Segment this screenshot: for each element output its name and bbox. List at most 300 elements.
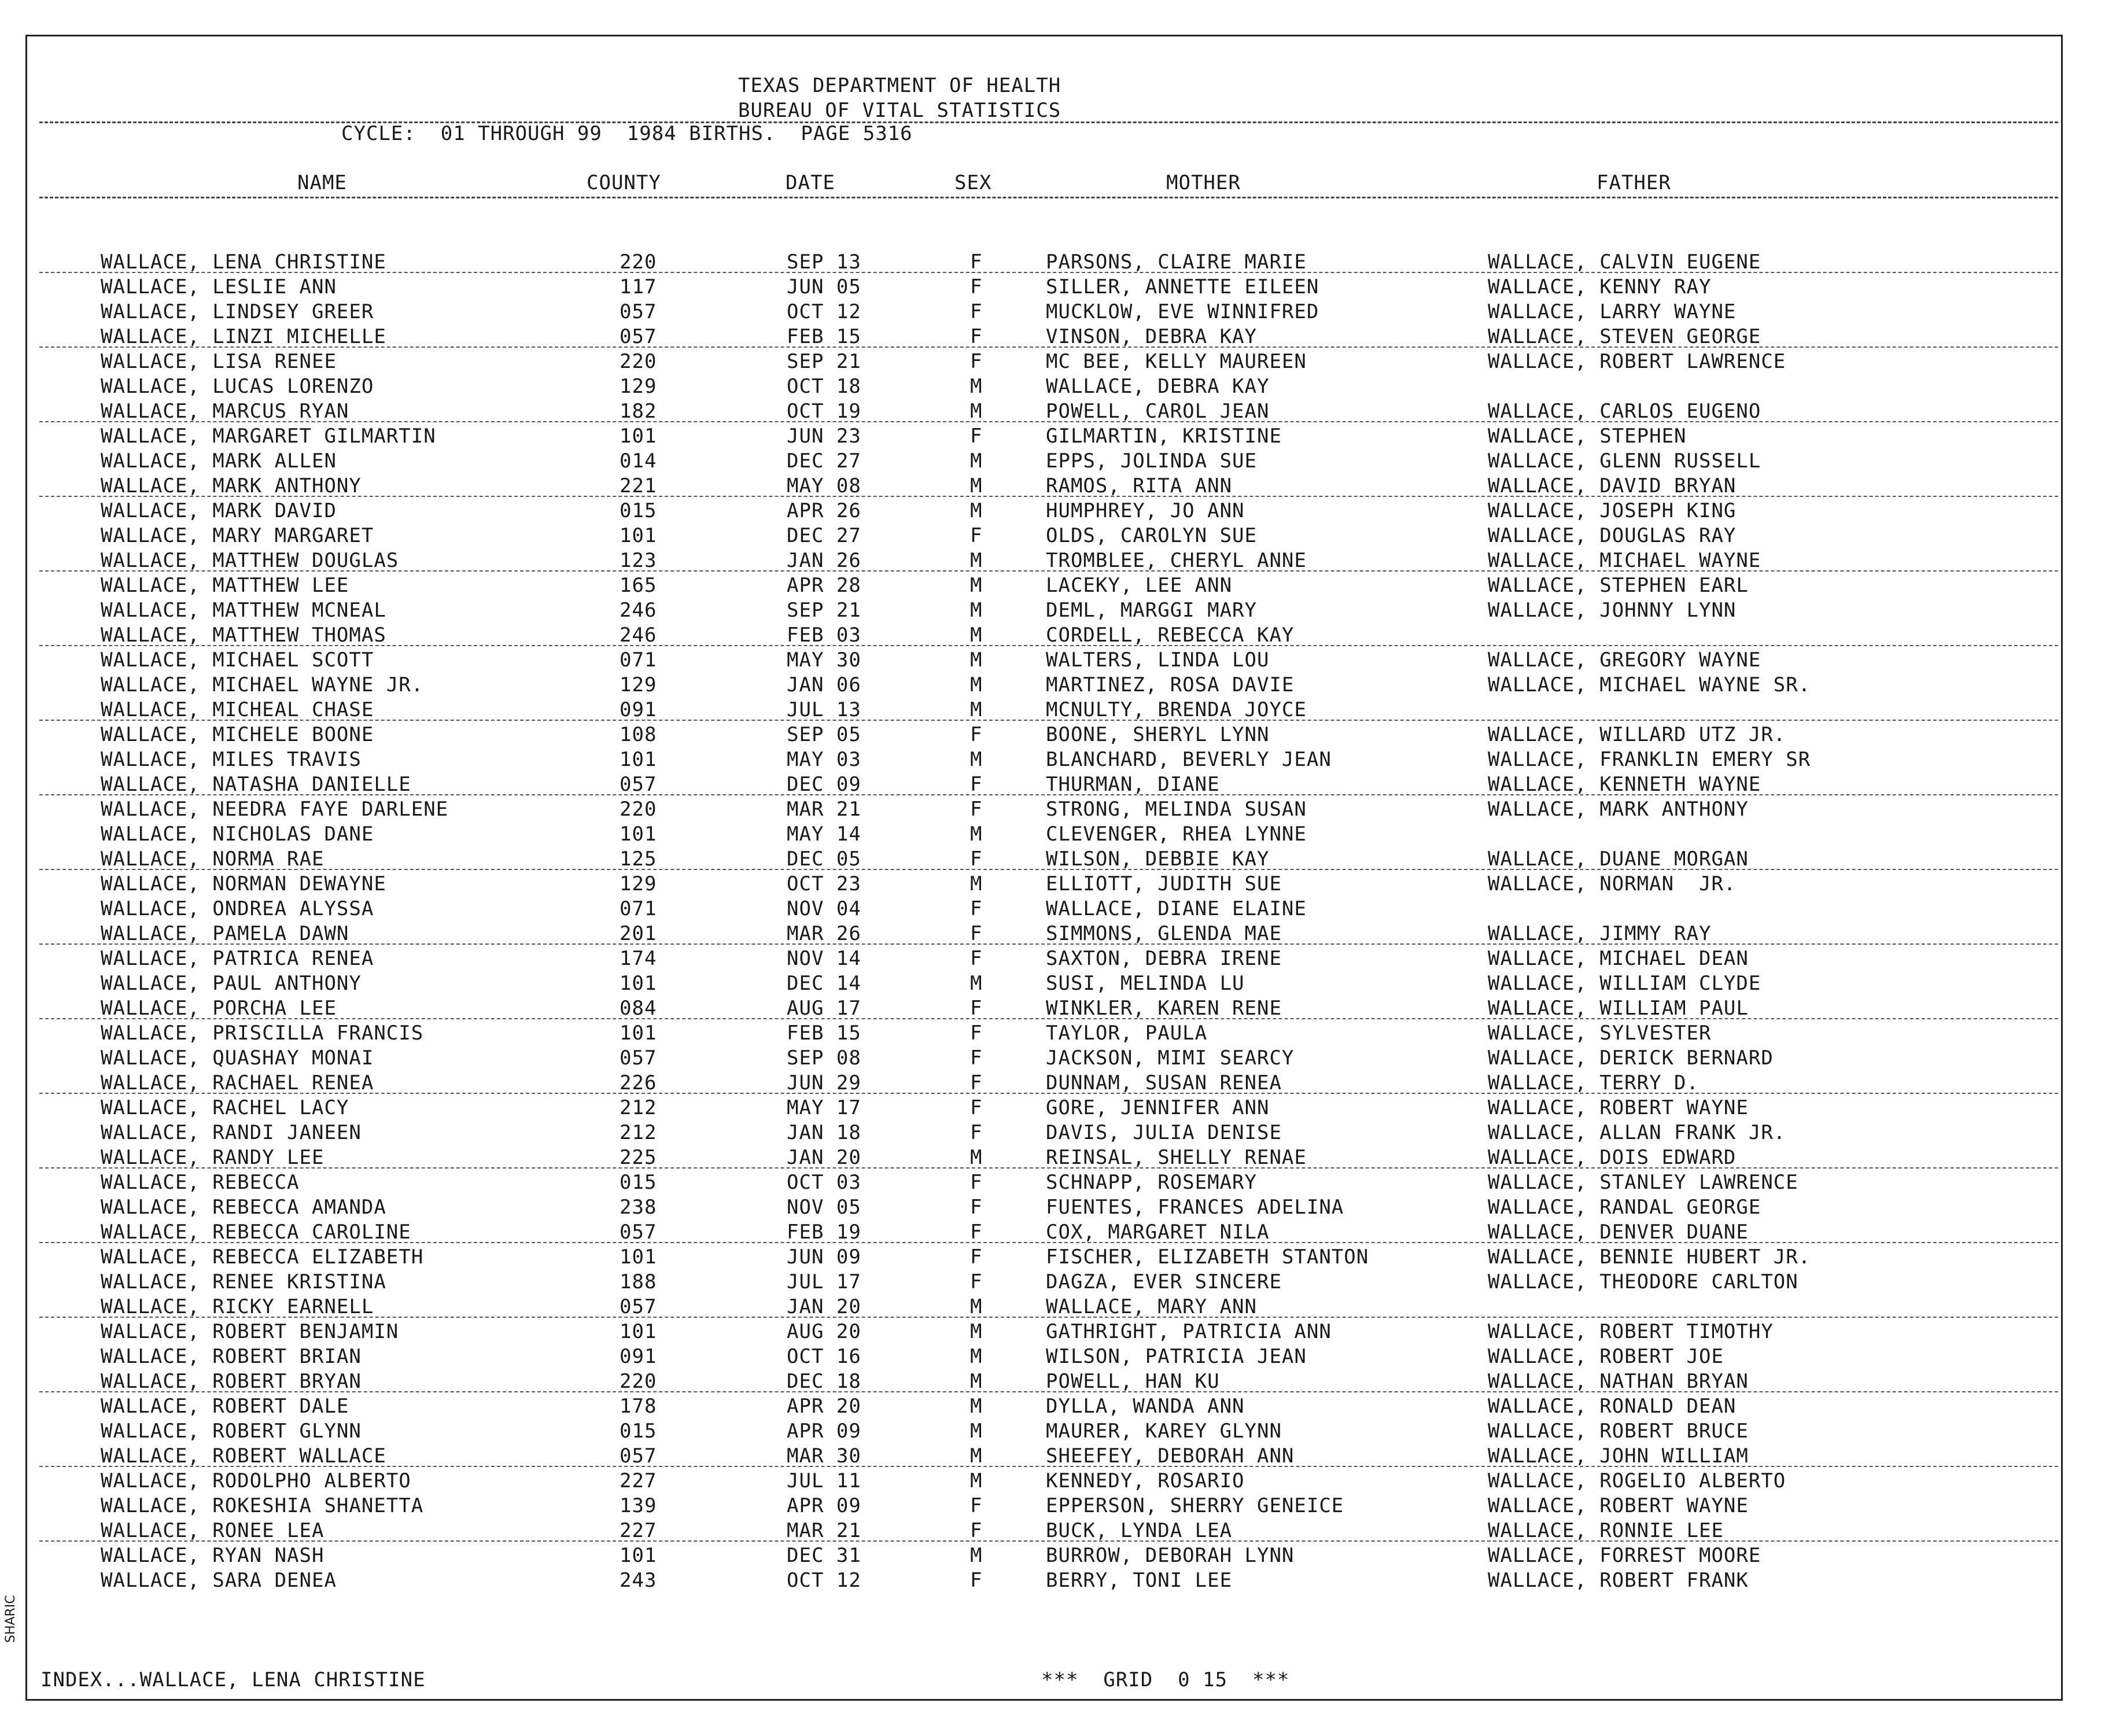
cell-name: WALLACE, MARY MARGARET bbox=[101, 524, 374, 547]
cell-county: 101 bbox=[620, 1022, 657, 1045]
cell-sex: F bbox=[970, 1196, 983, 1219]
cell-date: JAN 20 bbox=[787, 1295, 861, 1318]
cell-mother: POWELL, CAROL JEAN bbox=[1046, 400, 1270, 423]
cell-sex: F bbox=[970, 1046, 983, 1070]
cell-mother: JACKSON, MIMI SEARCY bbox=[1046, 1046, 1295, 1070]
cell-father: WALLACE, LARRY WAYNE bbox=[1488, 300, 1737, 323]
cell-father: WALLACE, ROBERT BRUCE bbox=[1488, 1420, 1749, 1443]
cell-county: 101 bbox=[620, 1544, 657, 1567]
cell-county: 057 bbox=[620, 1444, 657, 1468]
cell-sex: M bbox=[970, 499, 983, 522]
table-row bbox=[0, 1270, 2105, 1295]
footer-grid: *** GRID 0 15 *** bbox=[1041, 1668, 1290, 1691]
cell-county: 091 bbox=[620, 1345, 657, 1368]
cell-mother: BURROW, DEBORAH LYNN bbox=[1046, 1544, 1295, 1567]
cell-date: APR 09 bbox=[787, 1420, 861, 1443]
column-header-county: COUNTY bbox=[587, 171, 661, 194]
cell-sex: M bbox=[970, 1295, 983, 1318]
table-row bbox=[0, 399, 2105, 424]
cell-mother: MARTINEZ, ROSA DAVIE bbox=[1046, 673, 1295, 696]
cell-sex: F bbox=[970, 275, 983, 298]
cell-mother: ELLIOTT, JUDITH SUE bbox=[1046, 872, 1282, 895]
cell-sex: F bbox=[970, 1071, 983, 1094]
row-underline bbox=[39, 1391, 2058, 1392]
cell-mother: DEML, MARGGI MARY bbox=[1046, 599, 1257, 622]
cell-county: 226 bbox=[620, 1071, 657, 1094]
table-row bbox=[0, 1394, 2105, 1419]
cell-mother: OLDS, CAROLYN SUE bbox=[1046, 524, 1257, 547]
cell-father: WALLACE, RONALD DEAN bbox=[1488, 1395, 1737, 1418]
cell-father: WALLACE, WILLIAM PAUL bbox=[1488, 997, 1749, 1020]
cell-mother: GORE, JENNIFER ANN bbox=[1046, 1096, 1270, 1119]
cell-father: WALLACE, FRANKLIN EMERY SR bbox=[1488, 748, 1811, 771]
table-row bbox=[0, 747, 2105, 772]
cell-name: WALLACE, NORMA RAE bbox=[101, 847, 325, 871]
cell-date: OCT 12 bbox=[787, 300, 861, 323]
cell-father: WALLACE, SYLVESTER bbox=[1488, 1022, 1712, 1045]
cell-county: 125 bbox=[620, 847, 657, 871]
table-row bbox=[0, 1096, 2105, 1121]
column-header-sex: SEX bbox=[954, 171, 992, 194]
cell-father: WALLACE, MICHAEL WAYNE SR. bbox=[1488, 673, 1811, 696]
column-header-date: DATE bbox=[786, 171, 835, 194]
cell-date: DEC 09 bbox=[787, 773, 861, 796]
cell-mother: SILLER, ANNETTE EILEEN bbox=[1046, 275, 1319, 298]
cell-county: 101 bbox=[620, 972, 657, 995]
footer-index: INDEX...WALLACE, LENA CHRISTINE bbox=[40, 1668, 426, 1691]
cell-name: WALLACE, PRISCILLA FRANCIS bbox=[101, 1022, 424, 1045]
cell-mother: RAMOS, RITA ANN bbox=[1046, 474, 1233, 497]
cell-name: WALLACE, MICHEAL CHASE bbox=[101, 698, 374, 721]
cell-name: WALLACE, REBECCA bbox=[101, 1171, 300, 1194]
cell-sex: M bbox=[970, 549, 983, 572]
cell-name: WALLACE, PAMELA DAWN bbox=[101, 922, 349, 945]
cell-name: WALLACE, RACHEL LACY bbox=[101, 1096, 349, 1119]
cell-county: 212 bbox=[620, 1096, 657, 1119]
table-row bbox=[0, 1121, 2105, 1145]
cycle-line: CYCLE: 01 THROUGH 99 1984 BIRTHS. PAGE 5316 bbox=[341, 122, 913, 145]
cell-name: WALLACE, MICHELE BOONE bbox=[101, 723, 374, 746]
cell-county: 220 bbox=[620, 250, 657, 274]
cell-sex: F bbox=[970, 947, 983, 970]
table-row bbox=[0, 1419, 2105, 1444]
cell-county: 165 bbox=[620, 574, 657, 597]
cell-sex: M bbox=[970, 375, 983, 398]
cell-sex: F bbox=[970, 897, 983, 920]
table-row bbox=[0, 1220, 2105, 1245]
cell-father: WALLACE, CALVIN EUGENE bbox=[1488, 250, 1761, 274]
cell-mother: KENNEDY, ROSARIO bbox=[1046, 1469, 1245, 1492]
cell-father: WALLACE, ROGELIO ALBERTO bbox=[1488, 1469, 1786, 1492]
cell-county: 101 bbox=[620, 1245, 657, 1269]
cell-date: APR 28 bbox=[787, 574, 861, 597]
cell-name: WALLACE, REBECCA AMANDA bbox=[101, 1196, 386, 1219]
cell-mother: MAURER, KAREY GLYNN bbox=[1046, 1420, 1282, 1443]
cell-county: 225 bbox=[620, 1146, 657, 1169]
table-row bbox=[0, 424, 2105, 449]
cell-date: JAN 18 bbox=[787, 1121, 861, 1144]
row-underline bbox=[39, 272, 2058, 273]
cell-date: JUN 05 bbox=[787, 275, 861, 298]
cell-mother: SUSI, MELINDA LU bbox=[1046, 972, 1245, 995]
cell-county: 243 bbox=[620, 1569, 657, 1592]
cell-mother: TAYLOR, PAULA bbox=[1046, 1022, 1208, 1045]
cell-father: WALLACE, DERICK BERNARD bbox=[1488, 1046, 1774, 1070]
cell-mother: WILSON, PATRICIA JEAN bbox=[1046, 1345, 1307, 1368]
cell-county: 101 bbox=[620, 823, 657, 846]
cell-sex: F bbox=[970, 524, 983, 547]
cell-name: WALLACE, RANDY LEE bbox=[101, 1146, 325, 1169]
cell-mother: MUCKLOW, EVE WINNIFRED bbox=[1046, 300, 1319, 323]
cell-sex: F bbox=[970, 1270, 983, 1293]
cell-county: 220 bbox=[620, 1370, 657, 1393]
cell-county: 139 bbox=[620, 1494, 657, 1517]
cell-county: 101 bbox=[620, 1320, 657, 1343]
cell-name: WALLACE, MARCUS RYAN bbox=[101, 400, 349, 423]
column-header-father: FATHER bbox=[1597, 171, 1671, 194]
table-row bbox=[0, 1145, 2105, 1170]
cell-father: WALLACE, BENNIE HUBERT JR. bbox=[1488, 1245, 1811, 1269]
cell-date: JUL 13 bbox=[787, 698, 861, 721]
cell-mother: COX, MARGARET NILA bbox=[1046, 1221, 1270, 1244]
cell-county: 057 bbox=[620, 1046, 657, 1070]
cell-county: 129 bbox=[620, 375, 657, 398]
cell-mother: EPPERSON, SHERRY GENEICE bbox=[1046, 1494, 1344, 1517]
table-row bbox=[0, 474, 2105, 499]
cell-mother: FUENTES, FRANCES ADELINA bbox=[1046, 1196, 1344, 1219]
cell-county: 123 bbox=[620, 549, 657, 572]
table-row bbox=[0, 723, 2105, 747]
cell-date: MAY 17 bbox=[787, 1096, 861, 1119]
cell-mother: CLEVENGER, RHEA LYNNE bbox=[1046, 823, 1307, 846]
table-row bbox=[0, 325, 2105, 349]
cell-name: WALLACE, MARGARET GILMARTIN bbox=[101, 425, 436, 448]
cell-sex: F bbox=[970, 300, 983, 323]
cell-father: WALLACE, NATHAN BRYAN bbox=[1488, 1370, 1749, 1393]
cell-sex: F bbox=[970, 997, 983, 1020]
cell-father: WALLACE, RONNIE LEE bbox=[1488, 1519, 1724, 1542]
cell-sex: M bbox=[970, 1544, 983, 1567]
cell-sex: F bbox=[970, 723, 983, 746]
table-row bbox=[0, 1195, 2105, 1220]
cell-county: 057 bbox=[620, 1295, 657, 1318]
side-label: SHARIC bbox=[3, 1595, 18, 1643]
cell-father: WALLACE, STEPHEN bbox=[1488, 425, 1687, 448]
table-row bbox=[0, 449, 2105, 474]
cell-sex: M bbox=[970, 1370, 983, 1393]
cell-mother: BOONE, SHERYL LYNN bbox=[1046, 723, 1270, 746]
cell-mother: THURMAN, DIANE bbox=[1046, 773, 1220, 796]
cell-father: WALLACE, JOHN WILLIAM bbox=[1488, 1444, 1749, 1468]
cell-name: WALLACE, RODOLPHO ALBERTO bbox=[101, 1469, 411, 1492]
cell-county: 227 bbox=[620, 1519, 657, 1542]
cell-date: APR 20 bbox=[787, 1395, 861, 1418]
cell-date: SEP 05 bbox=[787, 723, 861, 746]
cell-father: WALLACE, MICHAEL WAYNE bbox=[1488, 549, 1761, 572]
cell-sex: M bbox=[970, 748, 983, 771]
cell-date: SEP 21 bbox=[787, 350, 861, 373]
cell-name: WALLACE, PAUL ANTHONY bbox=[101, 972, 362, 995]
cell-name: WALLACE, LENA CHRISTINE bbox=[101, 250, 386, 274]
cell-name: WALLACE, REBECCA ELIZABETH bbox=[101, 1245, 424, 1269]
cell-date: MAR 26 bbox=[787, 922, 861, 945]
cell-name: WALLACE, MARK ANTHONY bbox=[101, 474, 362, 497]
cell-sex: M bbox=[970, 400, 983, 423]
cell-name: WALLACE, ROBERT BRIAN bbox=[101, 1345, 362, 1368]
cell-mother: SAXTON, DEBRA IRENE bbox=[1046, 947, 1282, 970]
cell-date: SEP 21 bbox=[787, 599, 861, 622]
cell-father: WALLACE, JOSEPH KING bbox=[1488, 499, 1737, 522]
cell-father: WALLACE, DOUGLAS RAY bbox=[1488, 524, 1737, 547]
cell-date: MAY 14 bbox=[787, 823, 861, 846]
cell-sex: F bbox=[970, 1494, 983, 1517]
cell-mother: REINSAL, SHELLY RENAE bbox=[1046, 1146, 1307, 1169]
cell-sex: M bbox=[970, 1444, 983, 1468]
cell-father: WALLACE, FORREST MOORE bbox=[1488, 1544, 1761, 1567]
cell-name: WALLACE, MATTHEW DOUGLAS bbox=[101, 549, 399, 572]
cell-county: 117 bbox=[620, 275, 657, 298]
cell-name: WALLACE, NICHOLAS DANE bbox=[101, 823, 374, 846]
cell-date: AUG 17 bbox=[787, 997, 861, 1020]
cell-date: MAY 30 bbox=[787, 648, 861, 672]
cell-name: WALLACE, RANDI JANEEN bbox=[101, 1121, 362, 1144]
table-row bbox=[0, 598, 2105, 623]
cell-mother: BUCK, LYNDA LEA bbox=[1046, 1519, 1233, 1542]
cell-mother: MCNULTY, BRENDA JOYCE bbox=[1046, 698, 1307, 721]
cell-sex: F bbox=[970, 1245, 983, 1269]
cell-county: 238 bbox=[620, 1196, 657, 1219]
column-header-divider bbox=[39, 197, 2058, 198]
table-row bbox=[0, 1469, 2105, 1494]
cell-name: WALLACE, MICHAEL WAYNE JR. bbox=[101, 673, 424, 696]
table-row bbox=[0, 673, 2105, 698]
cell-sex: F bbox=[970, 1519, 983, 1542]
cell-date: NOV 14 bbox=[787, 947, 861, 970]
cell-mother: EPPS, JOLINDA SUE bbox=[1046, 449, 1257, 473]
cell-father: WALLACE, ALLAN FRANK JR. bbox=[1488, 1121, 1786, 1144]
cell-mother: DYLLA, WANDA ANN bbox=[1046, 1395, 1245, 1418]
cell-mother: DAVIS, JULIA DENISE bbox=[1046, 1121, 1282, 1144]
table-row bbox=[0, 1444, 2105, 1469]
cell-name: WALLACE, ROBERT BRYAN bbox=[101, 1370, 362, 1393]
row-underline bbox=[39, 1018, 2058, 1019]
cell-mother: WINKLER, KAREN RENE bbox=[1046, 997, 1282, 1020]
cell-name: WALLACE, RYAN NASH bbox=[101, 1544, 325, 1567]
cell-county: 071 bbox=[620, 648, 657, 672]
cell-sex: M bbox=[970, 624, 983, 647]
table-row bbox=[0, 1021, 2105, 1046]
cell-date: JUL 17 bbox=[787, 1270, 861, 1293]
cell-name: WALLACE, ONDREA ALYSSA bbox=[101, 897, 374, 920]
cell-name: WALLACE, MILES TRAVIS bbox=[101, 748, 362, 771]
column-header-name: NAME bbox=[297, 171, 347, 194]
column-header-mother: MOTHER bbox=[1166, 171, 1241, 194]
table-row bbox=[0, 573, 2105, 598]
cell-date: JAN 06 bbox=[787, 673, 861, 696]
cell-date: JUN 09 bbox=[787, 1245, 861, 1269]
cell-date: NOV 04 bbox=[787, 897, 861, 920]
table-row bbox=[0, 847, 2105, 872]
cell-sex: F bbox=[970, 1121, 983, 1144]
cell-sex: F bbox=[970, 1221, 983, 1244]
cell-father: WALLACE, STEVEN GEORGE bbox=[1488, 325, 1761, 348]
cell-mother: WALLACE, DEBRA KAY bbox=[1046, 375, 1270, 398]
cell-date: MAR 30 bbox=[787, 1444, 861, 1468]
cell-date: MAR 21 bbox=[787, 798, 861, 821]
cell-county: 071 bbox=[620, 897, 657, 920]
cell-county: 182 bbox=[620, 400, 657, 423]
table-row bbox=[0, 250, 2105, 275]
cell-name: WALLACE, QUASHAY MONAI bbox=[101, 1046, 374, 1070]
row-underline bbox=[39, 347, 2058, 348]
table-row bbox=[0, 922, 2105, 946]
cell-date: OCT 12 bbox=[787, 1569, 861, 1592]
cell-sex: F bbox=[970, 1569, 983, 1592]
cell-mother: HUMPHREY, JO ANN bbox=[1046, 499, 1245, 522]
table-row bbox=[0, 822, 2105, 847]
header-line-2: BUREAU OF VITAL STATISTICS bbox=[738, 99, 1061, 122]
cell-mother: LACEKY, LEE ANN bbox=[1046, 574, 1233, 597]
row-underline bbox=[39, 645, 2058, 646]
cell-father: WALLACE, GREGORY WAYNE bbox=[1488, 648, 1761, 672]
cell-sex: F bbox=[970, 250, 983, 274]
cell-name: WALLACE, NATASHA DANIELLE bbox=[101, 773, 411, 796]
cell-father: WALLACE, MICHAEL DEAN bbox=[1488, 947, 1749, 970]
cell-sex: M bbox=[970, 823, 983, 846]
cell-father: WALLACE, ROBERT FRANK bbox=[1488, 1569, 1749, 1592]
row-underline bbox=[39, 1167, 2058, 1169]
cell-date: MAY 03 bbox=[787, 748, 861, 771]
table-row bbox=[0, 1046, 2105, 1071]
table-row bbox=[0, 1568, 2105, 1593]
cell-date: OCT 16 bbox=[787, 1345, 861, 1368]
table-row bbox=[0, 897, 2105, 922]
cell-date: NOV 05 bbox=[787, 1196, 861, 1219]
row-underline bbox=[39, 496, 2058, 497]
cell-name: WALLACE, LUCAS LORENZO bbox=[101, 375, 374, 398]
cell-sex: M bbox=[970, 872, 983, 895]
row-underline bbox=[39, 794, 2058, 795]
cell-sex: F bbox=[970, 425, 983, 448]
cell-county: 015 bbox=[620, 1420, 657, 1443]
cell-county: 015 bbox=[620, 1171, 657, 1194]
row-underline bbox=[39, 869, 2058, 870]
cell-sex: M bbox=[970, 1146, 983, 1169]
cell-name: WALLACE, NEEDRA FAYE DARLENE bbox=[101, 798, 449, 821]
table-row bbox=[0, 548, 2105, 573]
cell-name: WALLACE, RENEE KRISTINA bbox=[101, 1270, 386, 1293]
cell-county: 101 bbox=[620, 425, 657, 448]
cell-date: SEP 08 bbox=[787, 1046, 861, 1070]
cell-father: WALLACE, GLENN RUSSELL bbox=[1488, 449, 1761, 473]
cell-county: 057 bbox=[620, 1221, 657, 1244]
row-underline bbox=[39, 1093, 2058, 1094]
cell-name: WALLACE, MICHAEL SCOTT bbox=[101, 648, 374, 672]
cell-name: WALLACE, LINDSEY GREER bbox=[101, 300, 374, 323]
cell-county: 178 bbox=[620, 1395, 657, 1418]
row-underline bbox=[39, 570, 2058, 572]
cell-sex: M bbox=[970, 449, 983, 473]
table-row bbox=[0, 374, 2105, 399]
cell-sex: F bbox=[970, 350, 983, 373]
table-row bbox=[0, 1543, 2105, 1568]
cell-father: WALLACE, TERRY D. bbox=[1488, 1071, 1699, 1094]
cell-date: FEB 03 bbox=[787, 624, 861, 647]
cell-father: WALLACE, WILLIAM CLYDE bbox=[1488, 972, 1761, 995]
cell-county: 129 bbox=[620, 872, 657, 895]
cell-sex: M bbox=[970, 1420, 983, 1443]
table-row bbox=[0, 772, 2105, 797]
cell-mother: SHEEFEY, DEBORAH ANN bbox=[1046, 1444, 1295, 1468]
table-row bbox=[0, 623, 2105, 648]
cell-sex: M bbox=[970, 673, 983, 696]
cell-mother: SIMMONS, GLENDA MAE bbox=[1046, 922, 1282, 945]
cell-father: WALLACE, DOIS EDWARD bbox=[1488, 1146, 1737, 1169]
cell-sex: M bbox=[970, 599, 983, 622]
header-line-1: TEXAS DEPARTMENT OF HEALTH bbox=[738, 74, 1061, 97]
cell-date: AUG 20 bbox=[787, 1320, 861, 1343]
table-row bbox=[0, 698, 2105, 723]
cell-name: WALLACE, RICKY EARNELL bbox=[101, 1295, 374, 1318]
cell-date: APR 26 bbox=[787, 499, 861, 522]
cell-county: 014 bbox=[620, 449, 657, 473]
row-underline bbox=[39, 421, 2058, 422]
cell-date: OCT 19 bbox=[787, 400, 861, 423]
table-row bbox=[0, 971, 2105, 996]
cell-mother: WILSON, DEBBIE KAY bbox=[1046, 847, 1270, 871]
cell-name: WALLACE, NORMAN DEWAYNE bbox=[101, 872, 386, 895]
cell-mother: SCHNAPP, ROSEMARY bbox=[1046, 1171, 1257, 1194]
cell-name: WALLACE, RACHAEL RENEA bbox=[101, 1071, 374, 1094]
cell-name: WALLACE, MARK ALLEN bbox=[101, 449, 337, 473]
table-row bbox=[0, 300, 2105, 325]
cell-name: WALLACE, MATTHEW MCNEAL bbox=[101, 599, 386, 622]
cell-date: DEC 05 bbox=[787, 847, 861, 871]
cell-county: 101 bbox=[620, 524, 657, 547]
table-row bbox=[0, 1245, 2105, 1270]
cell-sex: M bbox=[970, 972, 983, 995]
table-row bbox=[0, 499, 2105, 524]
cell-father: WALLACE, DUANE MORGAN bbox=[1488, 847, 1749, 871]
cell-father: WALLACE, ROBERT WAYNE bbox=[1488, 1096, 1749, 1119]
cell-date: DEC 18 bbox=[787, 1370, 861, 1393]
row-underline bbox=[39, 1466, 2058, 1467]
cell-sex: M bbox=[970, 698, 983, 721]
cell-mother: CORDELL, REBECCA KAY bbox=[1046, 624, 1295, 647]
cell-father: WALLACE, DENVER DUANE bbox=[1488, 1221, 1749, 1244]
cell-date: MAY 08 bbox=[787, 474, 861, 497]
cell-name: WALLACE, ROBERT BENJAMIN bbox=[101, 1320, 399, 1343]
cell-father: WALLACE, STEPHEN EARL bbox=[1488, 574, 1749, 597]
cell-father: WALLACE, STANLEY LAWRENCE bbox=[1488, 1171, 1798, 1194]
table-row bbox=[0, 1494, 2105, 1518]
cell-mother: FISCHER, ELIZABETH STANTON bbox=[1046, 1245, 1369, 1269]
cell-date: MAR 21 bbox=[787, 1519, 861, 1542]
cell-name: WALLACE, LINZI MICHELLE bbox=[101, 325, 386, 348]
table-row bbox=[0, 1319, 2105, 1344]
cell-date: SEP 13 bbox=[787, 250, 861, 274]
row-underline bbox=[39, 1317, 2058, 1318]
cell-mother: TROMBLEE, CHERYL ANNE bbox=[1046, 549, 1307, 572]
cell-sex: F bbox=[970, 847, 983, 871]
cell-name: WALLACE, ROBERT DALE bbox=[101, 1395, 349, 1418]
table-row bbox=[0, 349, 2105, 374]
cell-father: WALLACE, JIMMY RAY bbox=[1488, 922, 1712, 945]
cell-date: FEB 19 bbox=[787, 1221, 861, 1244]
cell-sex: F bbox=[970, 1171, 983, 1194]
cell-date: OCT 23 bbox=[787, 872, 861, 895]
cell-mother: PARSONS, CLAIRE MARIE bbox=[1046, 250, 1307, 274]
